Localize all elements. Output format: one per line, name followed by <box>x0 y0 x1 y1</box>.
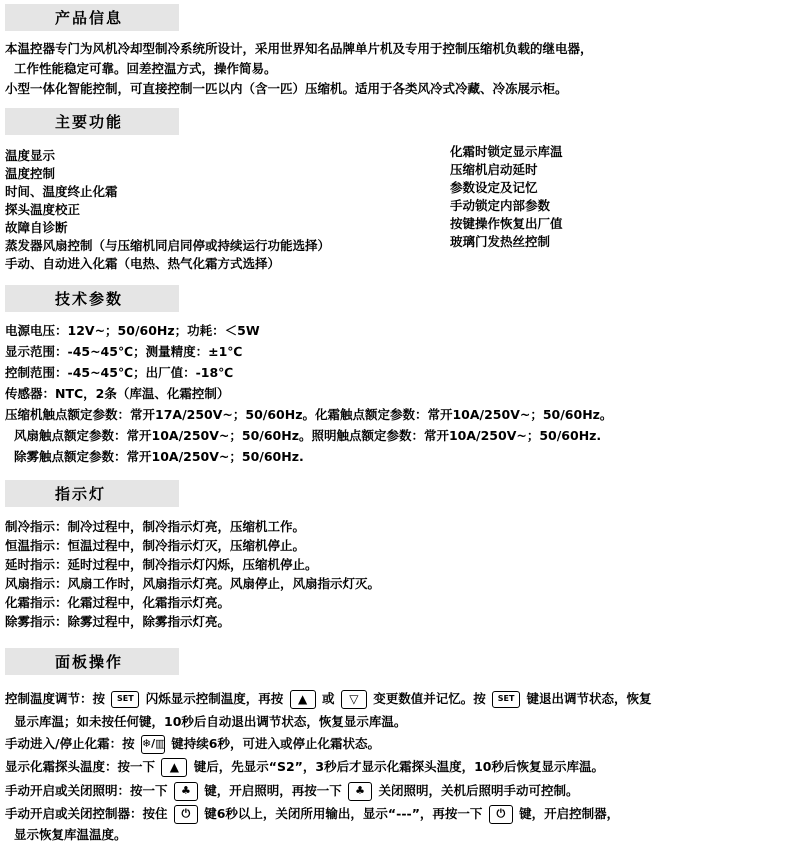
function-item-right: 手动锁定内部参数 <box>450 198 551 213</box>
function-item-right: 玻璃门发热丝控制 <box>450 234 551 249</box>
defrost-key-icon: ❄/▥ <box>141 735 165 754</box>
up-key-icon: ▲ <box>161 758 187 777</box>
set-key-icon: SET <box>111 691 139 708</box>
op-text: 键退出调节状态，恢复 <box>526 691 652 706</box>
power-key-icon: ⏻ <box>489 805 513 824</box>
panel-op-line-temp-adjust <box>5 690 651 709</box>
light-key-icon: ♣ <box>348 782 372 801</box>
down-key-icon: ▽ <box>341 690 367 709</box>
op-text: 显示化霜探头温度：按一下 <box>5 759 156 774</box>
op-text: 键持续6秒，可进入或停止化霜状态。 <box>171 736 380 751</box>
up-key-icon: ▲ <box>290 690 316 709</box>
function-item: 探头温度校正 <box>5 202 81 217</box>
function-item: 手动、自动进入化霜（电热、热气化霜方式选择） <box>5 256 281 271</box>
product-info-line-2: 工作性能稳定可靠。回差控温方式，操作简易。 <box>14 61 277 76</box>
op-text: 键后，先显示“S2”，3秒后才显示化霜探头温度，10秒后恢复显示库温。 <box>193 759 604 774</box>
section-header-tech-params: 技术参数 <box>5 285 179 312</box>
section-header-product-info: 产品信息 <box>5 4 179 31</box>
section-header-panel-ops: 面板操作 <box>5 648 179 675</box>
op-text: 手动开启或关闭控制器：按住 <box>5 806 168 821</box>
op-text: 键6秒以上，关闭所用输出，显示“---”，再按一下 <box>204 806 483 821</box>
tech-param-line: 电源电压：12V~；50/60Hz；功耗：＜5W <box>5 323 260 338</box>
tech-param-line: 除雾触点额定参数：常开10A/250V~；50/60Hz. <box>14 449 304 464</box>
op-text: 闪烁显示控制温度，再按 <box>145 691 284 706</box>
function-item-right: 化霜时锁定显示库温 <box>450 144 563 159</box>
function-item: 温度控制 <box>5 166 56 181</box>
panel-op-line-defrost <box>5 735 380 754</box>
function-item-right: 参数设定及记忆 <box>450 180 538 195</box>
panel-op-line-power <box>5 805 619 824</box>
panel-op-line-lighting <box>5 782 578 801</box>
set-key-icon: SET <box>492 691 520 708</box>
tech-param-line: 风扇触点额定参数：常开10A/250V~；50/60Hz。照明触点额定参数：常开10A/250V~；50/60Hz. <box>14 428 602 443</box>
op-text: 键，开启照明，再按一下 <box>204 783 342 798</box>
panel-op-line-temp-adjust-cont: 显示库温；如未按任何键，10秒后自动退出调节状态，恢复显示库温。 <box>14 714 407 729</box>
power-key-icon: ⏻ <box>174 805 198 824</box>
light-key-icon: ♣ <box>174 782 198 801</box>
op-text: 关闭照明，关机后照明手动可控制。 <box>378 783 579 798</box>
function-item-right: 压缩机启动延时 <box>450 162 538 177</box>
indicator-line: 除雾指示：除雾过程中，除雾指示灯亮。 <box>5 614 231 629</box>
tech-param-line: 控制范围：-45~45℃；出厂值：-18℃ <box>5 365 234 380</box>
product-info-line-3: 小型一体化智能控制，可直接控制一匹以内（含一匹）压缩机。适用于各类风冷式冷藏、冷冻展示柜。 <box>5 81 568 96</box>
section-header-main-functions: 主要功能 <box>5 108 179 135</box>
panel-op-line-probe-temp <box>5 758 604 777</box>
tech-param-line: 传感器：NTC，2条（库温、化霜控制） <box>5 386 230 401</box>
function-item-right: 按键操作恢复出厂值 <box>450 216 563 231</box>
product-info-line-1: 本温控器专门为风机冷却型制冷系统所设计，采用世界知名品牌单片机及专用于控制压缩机负载的继电器， <box>5 41 593 56</box>
tech-param-line: 显示范围：-45~45℃；测量精度：±1℃ <box>5 344 243 359</box>
indicator-line: 风扇指示：风扇工作时，风扇指示灯亮。风扇停止，风扇指示灯灭。 <box>5 576 381 591</box>
function-item: 蒸发器风扇控制（与压缩机同启同停或持续运行功能选择） <box>5 238 331 253</box>
indicator-line: 延时指示：延时过程中，制冷指示灯闪烁，压缩机停止。 <box>5 557 318 572</box>
section-header-indicators: 指示灯 <box>5 480 179 507</box>
tech-param-line: 压缩机触点额定参数：常开17A/250V~；50/60Hz。化霜触点额定参数：常开10A/250V~；50/60Hz。 <box>5 407 613 422</box>
op-text: 变更数值并记忆。按 <box>373 691 486 706</box>
indicator-line: 制冷指示：制冷过程中，制冷指示灯亮，压缩机工作。 <box>5 519 306 534</box>
op-text: 手动进入/停止化霜：按 <box>5 736 135 751</box>
function-item: 时间、温度终止化霜 <box>5 184 118 199</box>
op-text: 手动开启或关闭照明：按一下 <box>5 783 168 798</box>
function-item: 故障自诊断 <box>5 220 68 235</box>
op-text: 键，开启控制器， <box>519 806 620 821</box>
panel-op-line-power-cont: 显示恢复库温温度。 <box>14 827 127 842</box>
op-text: 控制温度调节：按 <box>5 691 106 706</box>
indicator-line: 恒温指示：恒温过程中，制冷指示灯灭，压缩机停止。 <box>5 538 306 553</box>
op-text: 或 <box>321 691 335 706</box>
indicator-line: 化霜指示：化霜过程中，化霜指示灯亮。 <box>5 595 231 610</box>
function-item: 温度显示 <box>5 148 56 163</box>
